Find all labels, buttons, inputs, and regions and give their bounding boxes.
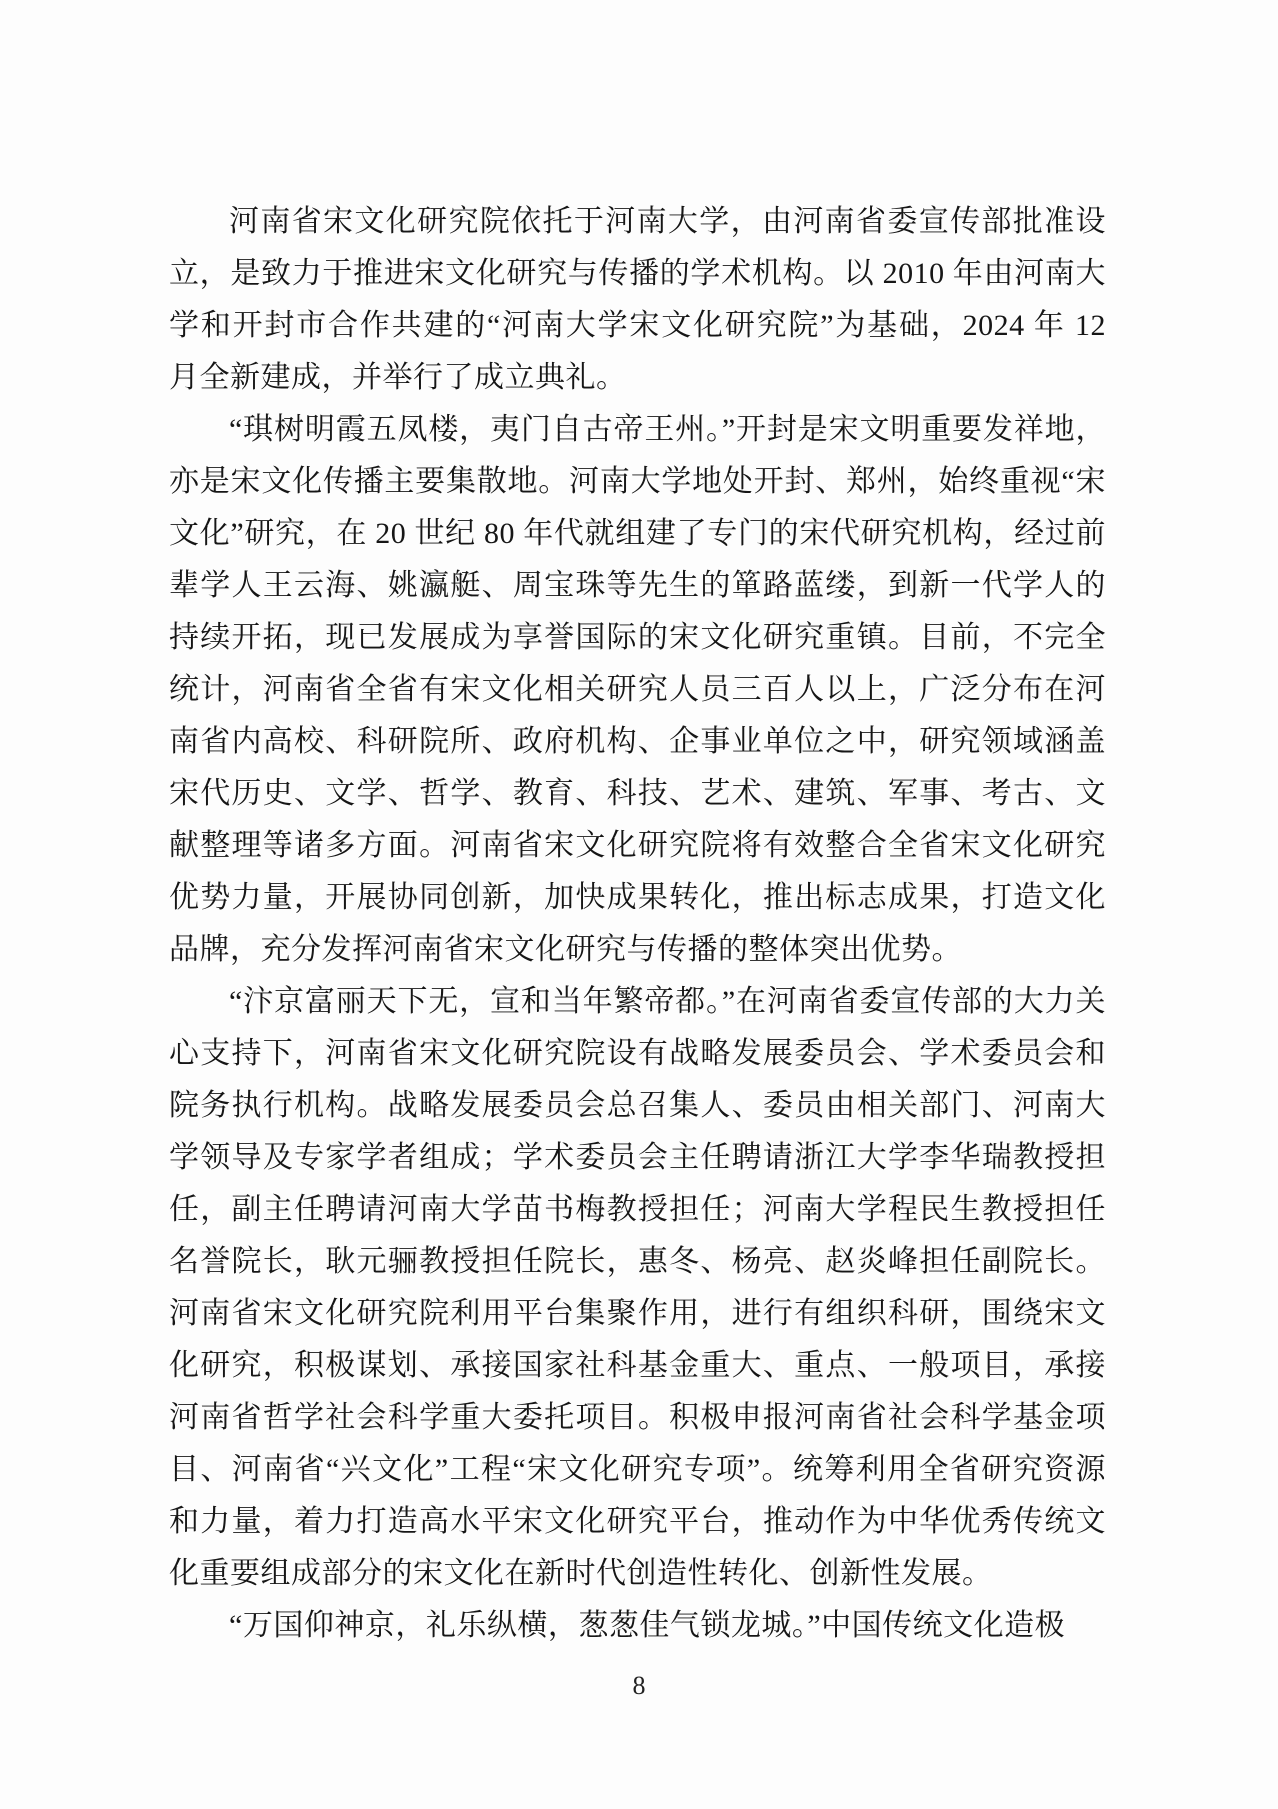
document-body <box>169 196 1106 1652</box>
paragraph-history: “琪树明霞五凤楼，夷门自古帝王州。”开封是宋文明重要发祥地，亦是宋文化传播主要集散地。河南大学地处开封、郑州，始终重视“宋文化”研究，在 20 世纪 80 年代就组建了专门的宋代研究机构，经过前辈学人王云海、姚瀛艇、周宝珠等先生的箪路蓝缕，到新一代学人的持续开拓，现已发展成为享誉国际的宋文化研究重镇。目前，不完全统计，河南省全省有宋文化相关研究人员三百人以上，广泛分布在河南省内高校、科研院所、政府机构、企事业单位之中，研究领域涵盖宋代历史、文学、哲学、教育、科技、艺术、建筑、军事、考古、文献整理等诸多方面。河南省宋文化研究院将有效整合全省宋文化研究优势力量，开展协同创新，加快成果转化，推出标志成果，打造文化品牌，充分发挥河南省宋文化研究与传播的整体突出优势。 <box>169 413 1106 966</box>
paragraph-organization: “汴京富丽天下无，宣和当年繁帝都。”在河南省委宣传部的大力关心支持下，河南省宋文化研究院设有战略发展委员会、学术委员会和院务执行机构。战略发展委员会总召集人、委员由相关部门、河南大学领导及专家学者组成；学术委员会主任聘请浙江大学李华瑞教授担任，副主任聘请河南大学苗书梅教授担任；河南大学程民生教授担任名誉院长，耿元骊教授担任院长，惠冬、杨亮、赵炎峰担任副院长。河南省宋文化研究院利用平台集聚作用，进行有组织科研，围绕宋文化研究，积极谋划、承接国家社科基金重大、重点、一般项目，承接河南省哲学社会科学重大委托项目。积极申报河南省社会科学基金项目、河南省“兴文化”工程“宋文化研究专项”。统筹利用全省研究资源和力量，着力打造高水平宋文化研究平台，推动作为中华优秀传统文化重要组成部分的宋文化在新时代创造性转化、创新性发展。 <box>169 985 1106 1590</box>
paragraph-closing: “万国仰神京，礼乐纵横，葱葱佳气锁龙城。”中国传统文化造极 <box>229 1609 1066 1642</box>
paragraph-intro: 河南省宋文化研究院依托于河南大学，由河南省委宣传部批准设立，是致力于推进宋文化研究与传播的学术机构。以 2010 年由河南大学和开封市合作共建的“河南大学宋文化研究院”为基础，2024 年 12 月全新建成，并举行了成立典礼。 <box>169 205 1106 394</box>
page-number: 8 <box>632 1671 646 1700</box>
